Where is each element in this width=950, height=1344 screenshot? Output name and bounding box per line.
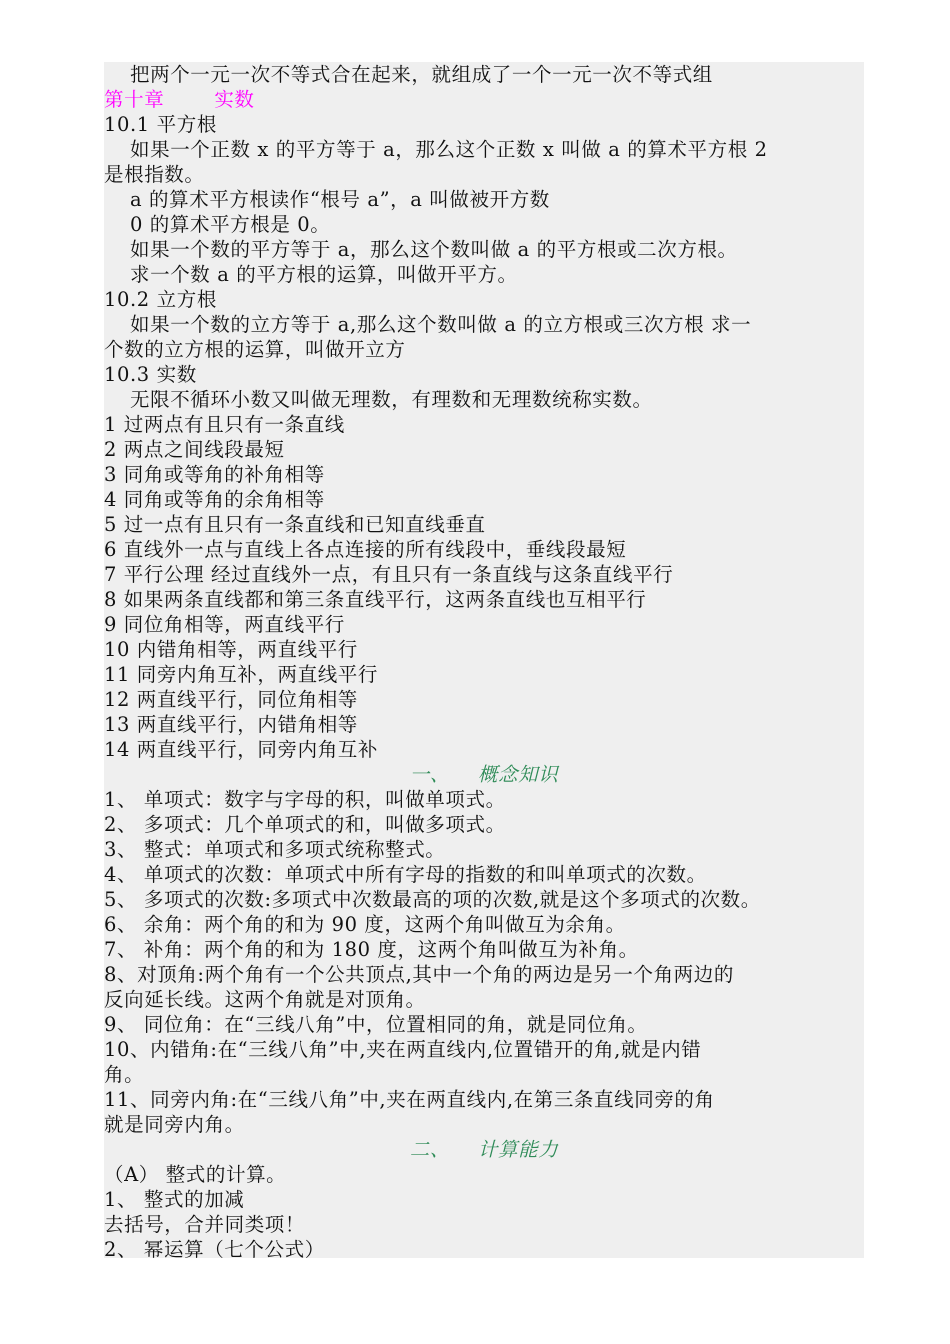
paragraph: 如果一个数的平方等于 a，那么这个数叫做 a 的平方根或二次方根。	[130, 238, 738, 261]
calc-section-number: 二、	[409, 1138, 450, 1161]
document-body	[104, 62, 894, 1262]
section-heading-10-2: 10.2 立方根	[104, 288, 217, 311]
chapter-title: 实数	[214, 88, 255, 111]
calc-section-title: 计算能力	[477, 1138, 559, 1161]
intro-text: 把两个一元一次不等式合在起来，就组成了一个一元一次不等式组	[130, 63, 713, 86]
concepts-section-number: 一、	[409, 763, 450, 786]
calc-item: 去括号，合并同类项！	[104, 1213, 306, 1236]
paragraph: 个数的立方根的运算，叫做开立方	[104, 338, 406, 361]
axiom-item: 10 内错角相等，两直线平行	[104, 638, 358, 661]
calc-item: 1、 整式的加减	[104, 1188, 245, 1211]
concept-item: 4、 单项式的次数：单项式中所有字母的指数的和叫单项式的次数。	[104, 863, 707, 886]
chapter-heading	[104, 87, 894, 112]
concept-item: 10、内错角:在“三线八角”中,夹在两直线内,位置错开的角,就是内错	[104, 1038, 702, 1061]
paragraph: 无限不循环小数又叫做无理数，有理数和无理数统称实数。	[130, 388, 653, 411]
axiom-item: 4 同角或等角的余角相等	[104, 488, 325, 511]
axiom-item: 13 两直线平行，内错角相等	[104, 713, 358, 736]
concept-item: 5、 多项式的次数:多项式中次数最高的项的次数,就是这个多项式的次数。	[104, 888, 761, 911]
axiom-item: 5 过一点有且只有一条直线和已知直线垂直	[104, 513, 486, 536]
axiom-item: 3 同角或等角的补角相等	[104, 463, 325, 486]
concept-item: 角。	[104, 1063, 145, 1086]
axiom-item: 1 过两点有且只有一条直线	[104, 413, 345, 436]
concepts-section-heading	[104, 762, 864, 787]
concept-item: 1、 单项式：数字与字母的积，叫做单项式。	[104, 788, 506, 811]
paragraph: 如果一个正数 x 的平方等于 a，那么这个正数 x 叫做 a 的算术平方根 2	[130, 138, 768, 161]
concept-item: 6、 余角：两个角的和为 90 度，这两个角叫做互为余角。	[104, 913, 626, 936]
paragraph: 0 的算术平方根是 0。	[130, 213, 331, 236]
axiom-item: 14 两直线平行，同旁内角互补	[104, 738, 379, 761]
axiom-item: 6 直线外一点与直线上各点连接的所有线段中，垂线段最短	[104, 538, 627, 561]
calc-item: 2、 幂运算（七个公式）	[104, 1238, 325, 1261]
concept-item: 反向延长线。这两个角就是对顶角。	[104, 988, 426, 1011]
calc-item: （A） 整式的计算。	[104, 1163, 287, 1186]
concept-item: 2、 多项式：几个单项式的和，叫做多项式。	[104, 813, 506, 836]
chapter-number: 第十章	[104, 88, 165, 111]
paragraph: 如果一个数的立方等于 a,那么这个数叫做 a 的立方根或三次方根 求一	[130, 313, 752, 336]
concept-item: 3、 整式：单项式和多项式统称整式。	[104, 838, 446, 861]
calc-section-heading	[104, 1137, 864, 1162]
paragraph: 求一个数 a 的平方根的运算，叫做开平方。	[130, 263, 518, 286]
concept-item: 7、 补角：两个角的和为 180 度，这两个角叫做互为补角。	[104, 938, 639, 961]
concept-item: 就是同旁内角。	[104, 1113, 245, 1136]
section-heading-10-1: 10.1 平方根	[104, 113, 217, 136]
axiom-item: 12 两直线平行，同位角相等	[104, 688, 358, 711]
paragraph: 是根指数。	[104, 163, 205, 186]
concept-item: 8、对顶角:两个角有一个公共顶点,其中一个角的两边是另一个角两边的	[104, 963, 734, 986]
axiom-item: 2 两点之间线段最短	[104, 438, 285, 461]
axiom-item: 9 同位角相等，两直线平行	[104, 613, 345, 636]
concepts-section-title: 概念知识	[477, 763, 559, 786]
paragraph: a 的算术平方根读作“根号 a”，a 叫做被开方数	[130, 188, 550, 211]
concept-item: 11、同旁内角:在“三线八角”中,夹在两直线内,在第三条直线同旁的角	[104, 1088, 715, 1111]
concept-item: 9、 同位角：在“三线八角”中，位置相同的角，就是同位角。	[104, 1013, 648, 1036]
axiom-item: 7 平行公理 经过直线外一点，有且只有一条直线与这条直线平行	[104, 563, 674, 586]
axiom-item: 11 同旁内角互补，两直线平行	[104, 663, 379, 686]
section-heading-10-3: 10.3 实数	[104, 363, 197, 386]
axiom-item: 8 如果两条直线都和第三条直线平行，这两条直线也互相平行	[104, 588, 647, 611]
